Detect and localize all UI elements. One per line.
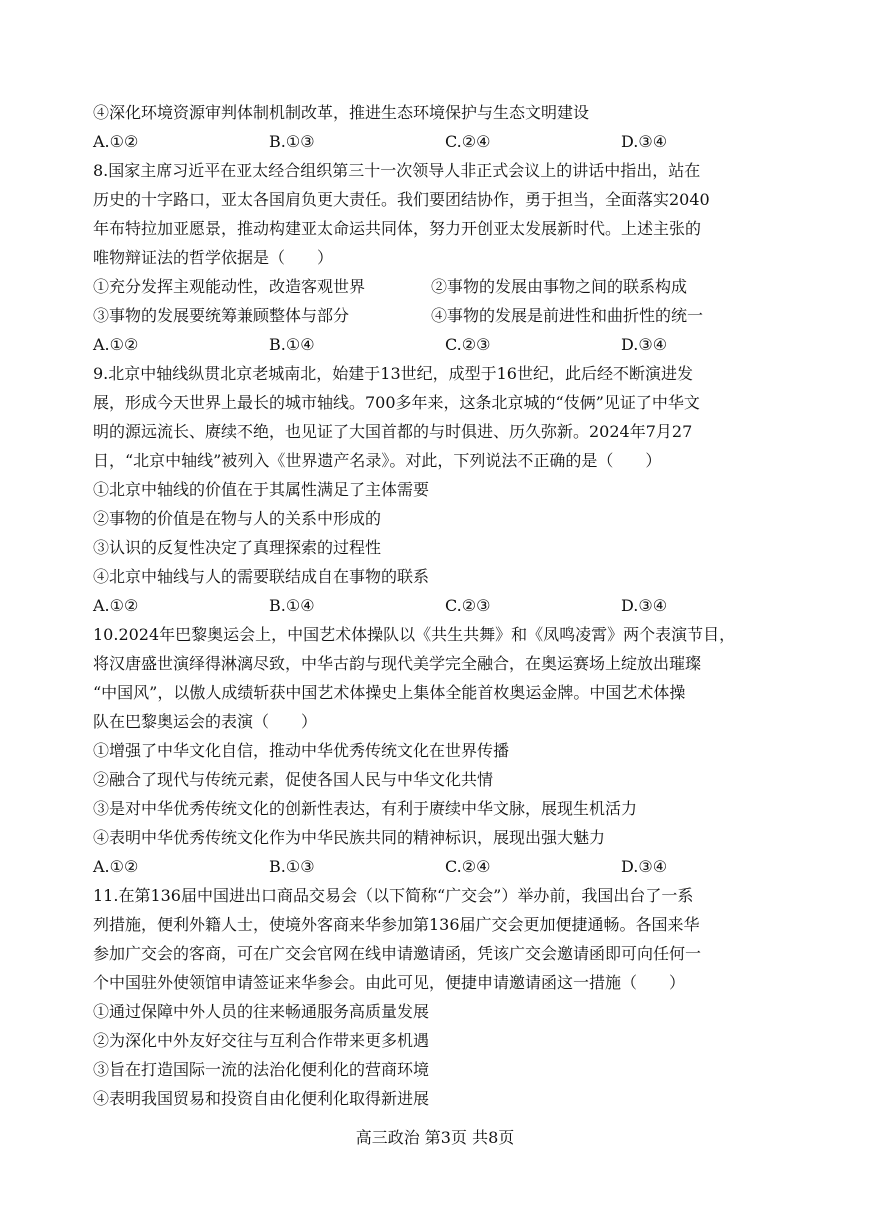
q8-option-d[interactable]: D.③④ bbox=[621, 335, 668, 354]
q8-items-row-2 bbox=[93, 301, 783, 330]
q8-options bbox=[93, 330, 783, 359]
q11-stem-line: 参加广交会的客商，可在广交会官网在线申请邀请函，凭该广交会邀请函即可向任何一 bbox=[93, 944, 702, 963]
q11-item-3: ③旨在打造国际一流的法治化便利化的营商环境 bbox=[93, 1060, 430, 1079]
q8-item-4: ④事物的发展是前进性和曲折性的统一 bbox=[431, 306, 704, 325]
q10-stem-line: 将汉唐盛世演绎得淋漓尽致，中华古韵与现代美学完全融合，在奥运赛场上绽放出璀璨 bbox=[93, 654, 702, 673]
q9-item-1: ①北京中轴线的价值在于其属性满足了主体需要 bbox=[93, 480, 430, 499]
q11-stem-line: 列措施，便利外籍人士，使境外客商来华参加第136届广交会更加便捷通畅。各国来华 bbox=[93, 915, 700, 934]
q7-option-d[interactable]: D.③④ bbox=[621, 132, 668, 151]
q9-stem-line: 9.北京中轴线纵贯北京老城南北，始建于13世纪，成型于16世纪，此后经不断演进发 bbox=[93, 364, 693, 383]
q11-stem-line: 个中国驻外使领馆申请签证来华参会。由此可见，便捷申请邀请函这一措施（ ） bbox=[93, 973, 686, 992]
q7-option-a[interactable]: A.①② bbox=[93, 132, 139, 151]
q9-option-b[interactable]: B.①④ bbox=[269, 596, 315, 615]
q8-option-b[interactable]: B.①④ bbox=[269, 335, 315, 354]
q9-item-3: ③认识的反复性决定了真理探索的过程性 bbox=[93, 538, 382, 557]
q8-item-3: ③事物的发展要统筹兼顾整体与部分 bbox=[93, 306, 350, 325]
q11-item-4: ④表明我国贸易和投资自由化便利化取得新进展 bbox=[93, 1089, 430, 1108]
q7-option-c[interactable]: C.②④ bbox=[445, 132, 491, 151]
q9-stem-line: 展，形成今天世界上最长的城市轴线。700多年来，这条北京城的“伎俩”见证了中华文 bbox=[93, 393, 700, 412]
q7-item-4: ④深化环境资源审判体制机制改革，推进生态环境保护与生态文明建设 bbox=[93, 103, 590, 122]
q8-items-row-1 bbox=[93, 272, 783, 301]
q9-stem-line: 日，“北京中轴线”被列入《世界遗产名录》。对此，下列说法不正确的是（ ） bbox=[93, 451, 662, 470]
q8-item-2: ②事物的发展由事物之间的联系构成 bbox=[431, 277, 688, 296]
q8-option-a[interactable]: A.①② bbox=[93, 335, 139, 354]
q10-stem-line: “中国风”，以傲人成绩斩获中国艺术体操史上集体全能首枚奥运金牌。中国艺术体操 bbox=[93, 683, 686, 702]
q10-item-4: ④表明中华优秀传统文化作为中华民族共同的精神标识，展现出强大魅力 bbox=[93, 828, 606, 847]
q8-option-c[interactable]: C.②③ bbox=[445, 335, 491, 354]
q10-item-3: ③是对中华优秀传统文化的创新性表达，有利于赓续中华文脉，展现生机活力 bbox=[93, 799, 638, 818]
q8-stem-line: 历史的十字路口，亚太各国肩负更大责任。我们要团结协作，勇于担当，全面落实2040 bbox=[93, 190, 710, 209]
q11-item-1: ①通过保障中外人员的往来畅通服务高质量发展 bbox=[93, 1002, 430, 1021]
q8-item-1: ①充分发挥主观能动性，改造客观世界 bbox=[93, 277, 366, 296]
q10-option-c[interactable]: C.②④ bbox=[445, 857, 491, 876]
q9-options bbox=[93, 591, 783, 620]
q9-stem-line: 明的源远流长、赓续不绝，也见证了大国首都的与时俱进、历久弥新。2024年7月27 bbox=[93, 422, 693, 441]
q9-item-2: ②事物的价值是在物与人的关系中形成的 bbox=[93, 509, 382, 528]
q8-stem-line: 8.国家主席习近平在亚太经合组织第三十一次领导人非正式会议上的讲话中指出，站在 bbox=[93, 161, 701, 180]
q10-stem-line: 10.2024年巴黎奥运会上，中国艺术体操队以《共生共舞》和《凤鸣凌霄》两个表演节目， bbox=[93, 625, 736, 644]
q7-options bbox=[93, 127, 783, 156]
q8-stem-line: 年布特拉加亚愿景，推动构建亚太命运共同体，努力开创亚太发展新时代。上述主张的 bbox=[93, 219, 702, 238]
q11-item-2: ②为深化中外友好交往与互利合作带来更多机遇 bbox=[93, 1031, 430, 1050]
q10-option-b[interactable]: B.①③ bbox=[269, 857, 315, 876]
q10-stem-line: 队在巴黎奥运会的表演（ ） bbox=[93, 712, 318, 731]
q9-item-4: ④北京中轴线与人的需要联结成自在事物的联系 bbox=[93, 567, 430, 586]
q9-option-c[interactable]: C.②③ bbox=[445, 596, 491, 615]
q10-item-1: ①增强了中华文化自信，推动中华优秀传统文化在世界传播 bbox=[93, 741, 510, 760]
q10-item-2: ②融合了现代与传统元素，促使各国人民与中华文化共情 bbox=[93, 770, 494, 789]
q10-options bbox=[93, 852, 783, 881]
page-content bbox=[93, 98, 783, 1113]
q9-option-d[interactable]: D.③④ bbox=[621, 596, 668, 615]
q10-option-a[interactable]: A.①② bbox=[93, 857, 139, 876]
q8-stem-line: 唯物辩证法的哲学依据是（ ） bbox=[93, 248, 334, 267]
q9-option-a[interactable]: A.①② bbox=[93, 596, 139, 615]
q7-option-b[interactable]: B.①③ bbox=[269, 132, 315, 151]
page-footer: 高三政治 第3页 共8页 bbox=[355, 1128, 515, 1147]
q10-option-d[interactable]: D.③④ bbox=[621, 857, 668, 876]
q11-stem-line: 11.在第136届中国进出口商品交易会（以下简称“广交会”）举办前，我国出台了一系 bbox=[93, 886, 694, 905]
